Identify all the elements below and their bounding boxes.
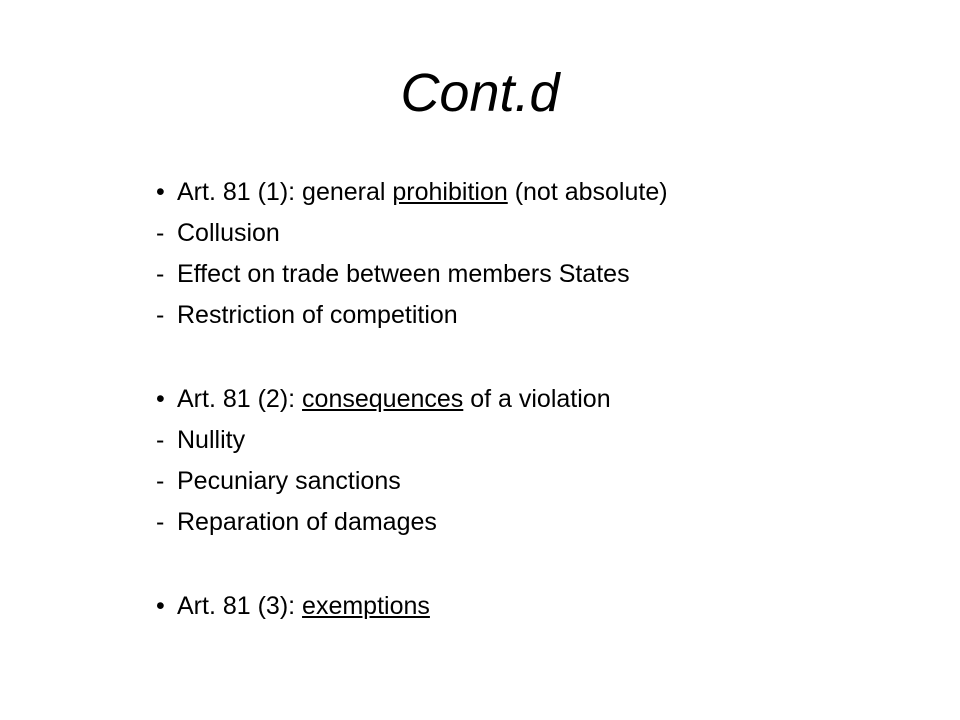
dash-icon: - bbox=[156, 426, 165, 454]
subitem-text: Nullity bbox=[177, 426, 246, 454]
bullet-dot-icon: • bbox=[156, 592, 165, 620]
bullet-text bbox=[177, 379, 611, 420]
spacer bbox=[156, 336, 916, 379]
bullet-text bbox=[177, 172, 668, 213]
dash-icon: - bbox=[156, 508, 165, 536]
slide-content bbox=[156, 172, 916, 627]
subitem-text: Restriction of competition bbox=[177, 301, 458, 329]
subitem-nullity bbox=[156, 420, 916, 461]
bullet-dot-icon: • bbox=[156, 178, 165, 206]
slide-title: Cont.d bbox=[400, 63, 560, 123]
spacer bbox=[156, 543, 916, 586]
bullet-suffix: of a violation bbox=[463, 385, 611, 413]
bullet-suffix: (not absolute) bbox=[507, 178, 668, 206]
bullet-underlined-term: exemptions bbox=[302, 592, 430, 620]
bullet-text bbox=[177, 586, 430, 627]
bullet-dot-icon: • bbox=[156, 385, 165, 413]
subitem-reparation bbox=[156, 502, 916, 543]
bullet-underlined-term: consequences bbox=[302, 385, 464, 413]
subitem-collusion bbox=[156, 213, 916, 254]
subitem-restriction bbox=[156, 295, 916, 336]
subitem-text: Pecuniary sanctions bbox=[177, 467, 401, 495]
bullet-prefix: Art. 81 (2): bbox=[177, 385, 303, 413]
dash-icon: - bbox=[156, 260, 165, 288]
bullet-art-81-2 bbox=[156, 379, 916, 420]
bullet-art-81-3 bbox=[156, 586, 916, 627]
dash-icon: - bbox=[156, 219, 165, 247]
subitem-text: Collusion bbox=[177, 219, 280, 247]
subitem-text: Reparation of damages bbox=[177, 508, 437, 536]
bullet-art-81-1 bbox=[156, 172, 916, 213]
dash-icon: - bbox=[156, 301, 165, 329]
bullet-underlined-term: prohibition bbox=[392, 178, 508, 206]
subitem-text: Effect on trade between members States bbox=[177, 260, 630, 288]
dash-icon: - bbox=[156, 467, 165, 495]
bullet-prefix: Art. 81 (1): general bbox=[177, 178, 393, 206]
subitem-effect-on-trade bbox=[156, 254, 916, 295]
bullet-prefix: Art. 81 (3): bbox=[177, 592, 303, 620]
subitem-pecuniary-sanctions bbox=[156, 461, 916, 502]
